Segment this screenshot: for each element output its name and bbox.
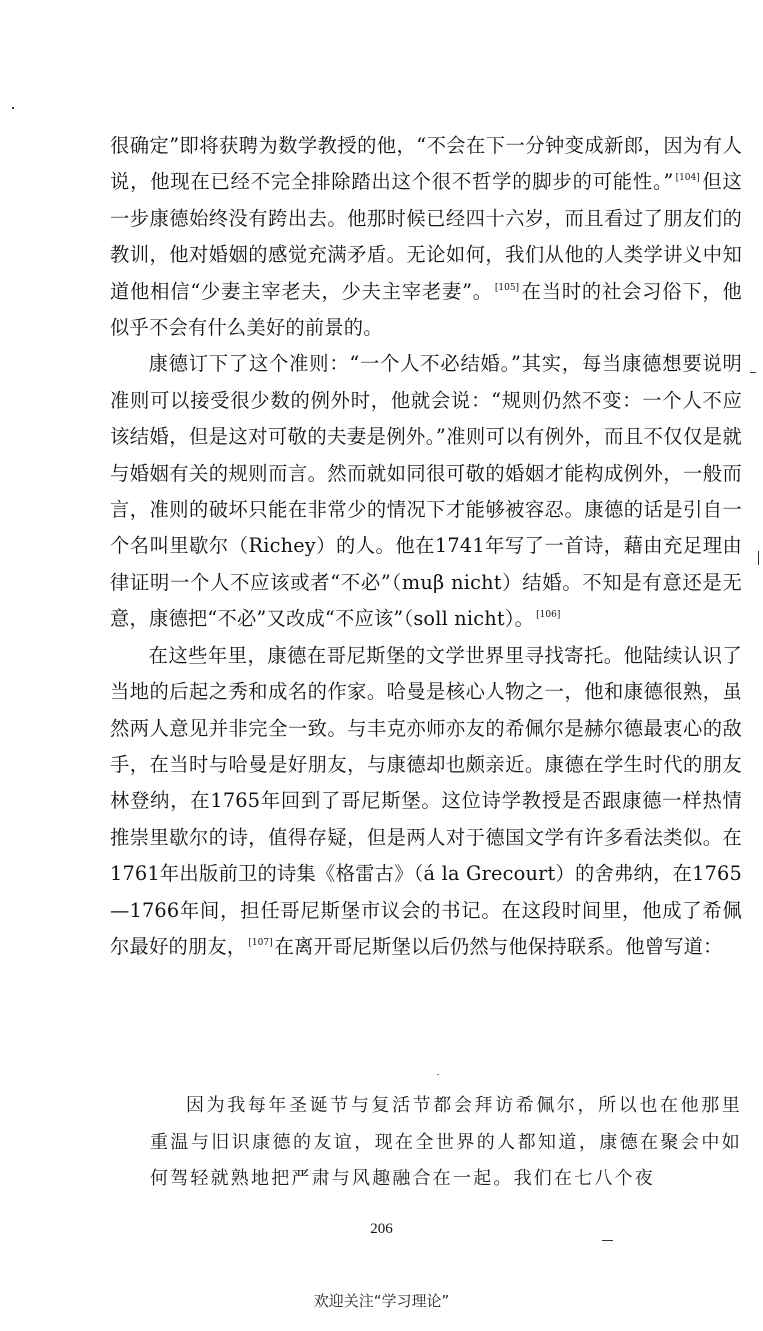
scan-speck xyxy=(750,372,756,373)
paragraph xyxy=(110,346,742,637)
scan-speck xyxy=(758,551,759,565)
footnote-marker: [107] xyxy=(248,937,273,948)
footnote-marker: [106] xyxy=(536,610,561,621)
text-run: 在离开哥尼斯堡以后仍然与他保持联系。他曾写道： xyxy=(274,934,723,958)
footer-note: 欢迎关注“学习理论” xyxy=(313,1292,450,1310)
paragraph xyxy=(110,638,742,966)
scan-speck xyxy=(12,107,14,109)
scan-speck xyxy=(437,1074,439,1075)
text-run: 很确定”即将获聘为数学教授的他，“不会在下一分钟变成新郎，因为有人说，他现在已经不完全排除踏出这个很不哲学的脚步的可能性。” xyxy=(110,134,742,194)
page-number: 206 xyxy=(370,1221,393,1237)
block-quote xyxy=(150,1088,742,1198)
text-run: 在这些年里，康德在哥尼斯堡的文学世界里寻找寄托。他陆续认识了当地的后起之秀和成名的作家。哈曼是核心人物之一，他和康德很熟，虽然两人意见并非完全一致。与丰克亦师亦友的希佩尔是赫尔德最衷心的敌手，在当时与哈曼是好朋友，与康德却也颇亲近。康德在学生时代的朋友林登纳，在1765年回到了哥尼斯堡。这位诗学教授是否跟康德一样热情推崇里歇尔的诗，值得存疑，但是两人对于德国文学有许多看法类似。在1761年出版前卫的诗集《格雷古》（á la Grecourt）的舍弗纳，在1765—1766年间，担任哥尼斯堡市议会的书记。在这段时间里，他成了希佩尔最好的朋友， xyxy=(110,643,742,958)
footnote-marker: [105] xyxy=(494,282,520,293)
text-run: 在当时的社会习俗下，他似乎不会有什么美好的前景的。 xyxy=(110,279,742,340)
footnote-marker: [104] xyxy=(675,173,700,184)
text-run: 但这一步康德始终没有跨出去。他那时候已经四十六岁，而且看过了朋友们的教训，他对婚姻的感觉充满矛盾。无论如何，我们从他的人类学讲义中知道他相信“少妻主宰老夫，少夫主宰老妻”。 xyxy=(110,170,742,303)
block-quote-text: 因为我每年圣诞节与复活节都会拜访希佩尔，所以也在他那里重温与旧识康德的友谊，现在全世界的人都知道，康德在聚会中如何驾轻就熟地把严肃与风趣融合在一起。我们在七八个夜 xyxy=(150,1095,742,1189)
text-run: 康德订下了这个准则：“一个人不必结婚。”其实，每当康德想要说明准则可以接受很少数的例外时，他就会说：“规则仍然不变：一个人不应该结婚，但是这对可敬的夫妻是例外。”准则可以有例外，而且不仅仅是就与婚姻有关的规则而言。然而就如同很可敬的婚姻才能构成例外，一般而言，准则的破坏只能在非常少的情况下才能够被容忍。康德的话是引自一个名叫里歇尔（Richey）的人。他在1741年写了一首诗，藉由充足理由律证明一个人不应该或者“不必”（muβ nicht）结婚。不知是有意还是无意，康德把“不必”又改成“不应该”（soll nicht）。 xyxy=(110,352,742,631)
paragraph xyxy=(110,128,742,346)
scan-speck xyxy=(602,1240,613,1241)
body-text xyxy=(110,128,742,965)
